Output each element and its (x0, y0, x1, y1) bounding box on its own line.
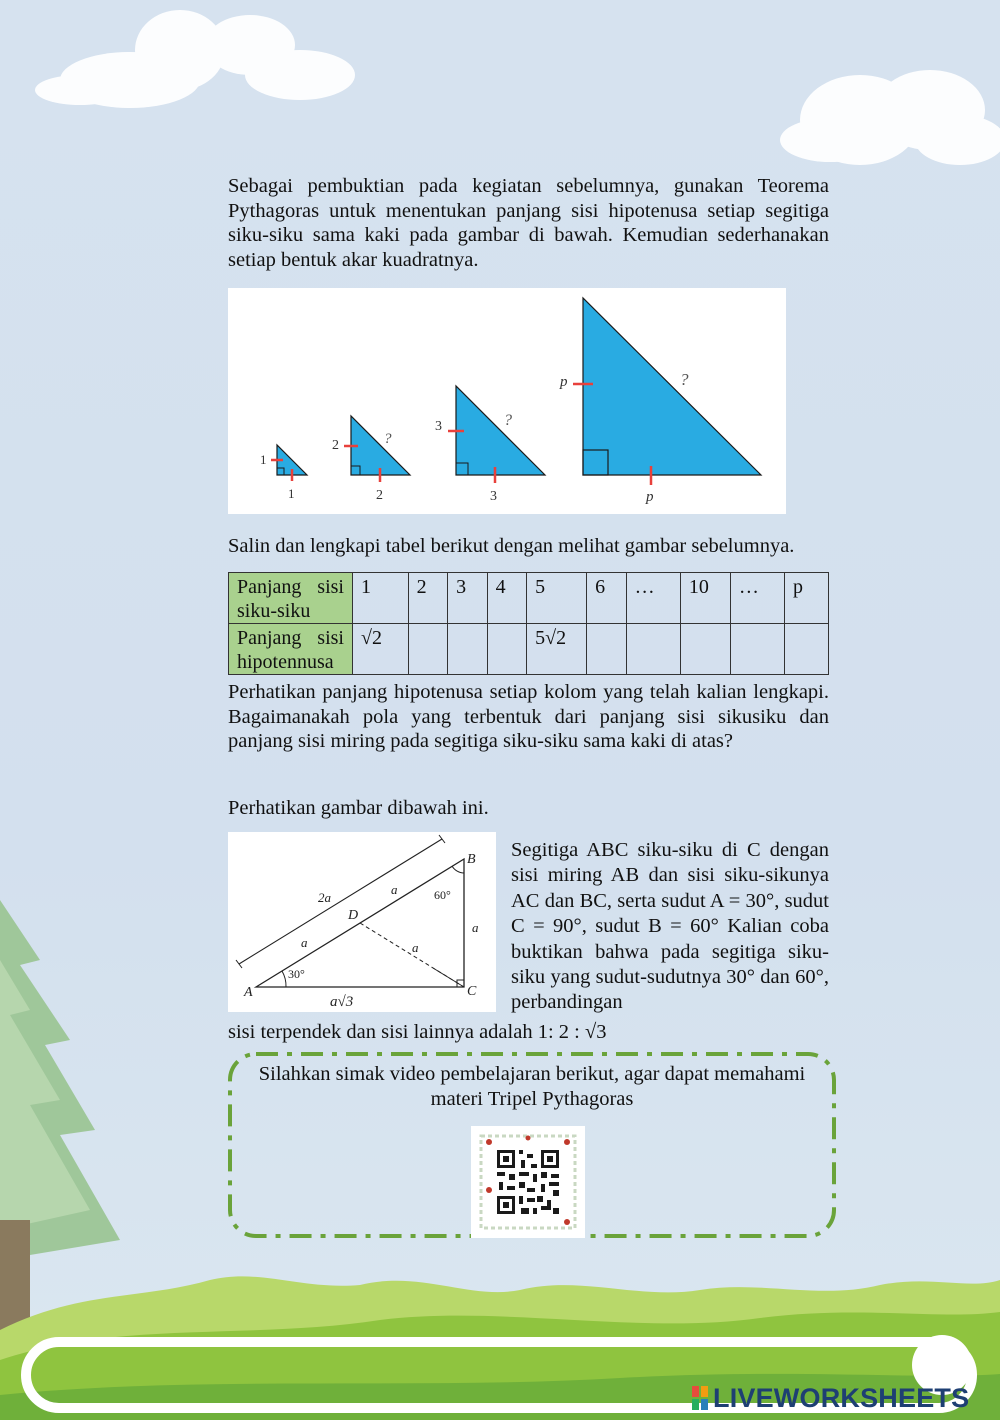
liveworksheets-icon (692, 1386, 709, 1410)
intro-paragraph: Sebagai pembuktian pada kegiatan sebelumnya, gunakan Teorema Pythagoras untuk menentukan panjang sisi hipotenusa setiap segitiga siku-siku sama kaki pada gambar di bawah. Kemudian sederhanakan setiap bentuk akar kuadratnya. (228, 175, 829, 271)
table-instruction: Salin dan lengkapi tabel berikut dengan melihat gambar sebelumnya. (228, 535, 795, 557)
vertex-b-label: B (467, 852, 476, 867)
table-cell: 6 (587, 573, 627, 624)
triangle-3-leg-bottom: 3 (490, 489, 497, 504)
cloud-left (35, 10, 355, 108)
table-cell[interactable]: √2 (353, 624, 409, 675)
figure-intro: Perhatikan gambar dibawah ini. (228, 797, 489, 819)
table-cell[interactable] (680, 624, 730, 675)
triangle-2 (332, 416, 410, 503)
side-a-label-upper: a (391, 882, 398, 897)
vertex-c-label: C (467, 984, 477, 999)
table-cell: 5 (527, 573, 587, 624)
base-label: a√3 (330, 994, 354, 1010)
triangle-description: Segitiga ABC siku-siku di C dengan sisi miring AB dan sisi siku-sikunya AC dan BC, serta sudut A = 30°, sudut C = 90°, sudut B = 60° Kalian coba buktikan bahwa pada segitiga siku-siku yang sudut-sudutnya 30° dan 60°, perbandingan (511, 839, 829, 1014)
triangle-p-leg-left: p (560, 374, 568, 390)
side-a-label-right: a (472, 920, 479, 935)
row-header-hypotenuse: Panjang sisi hipotennusa (229, 624, 353, 675)
isosceles-triangles-figure (228, 288, 786, 514)
table-cell[interactable] (587, 624, 627, 675)
table-cell: 10 (680, 573, 730, 624)
table-cell: … (730, 573, 784, 624)
triangle-2-leg-left: 2 (332, 438, 339, 453)
table-cell[interactable] (448, 624, 488, 675)
table-cell[interactable] (785, 624, 829, 675)
tree (0, 900, 120, 1340)
table-row (229, 624, 829, 675)
vertex-d-label: D (348, 908, 359, 923)
triangle-2-hypotenuse: ? (384, 431, 392, 447)
triangle-p-hypotenuse: ? (680, 370, 689, 389)
side-a-label-dashed: a (412, 940, 419, 955)
triangle-p (559, 298, 761, 505)
table-cell: 4 (487, 573, 527, 624)
table-row (229, 573, 829, 624)
pattern-question: Perhatikan panjang hipotenusa setiap kolom yang telah kalian lengkapi. Bagaimanakah pola yang terbentuk dari panjang sisi sikusiku dan panjang sisi miring pada segitiga siku-siku sama kaki di atas? (228, 681, 829, 753)
video-text-line-2: materi Tripel Pythagoras (430, 1087, 634, 1110)
table-cell[interactable] (487, 624, 527, 675)
video-box-text (230, 1062, 834, 1111)
table-cell[interactable] (626, 624, 680, 675)
qr-code[interactable] (471, 1126, 585, 1238)
table-cell: p (785, 573, 829, 624)
table-cell: … (626, 573, 680, 624)
triangle-p-leg-bottom: p (646, 489, 654, 505)
angle-30-label: 30° (288, 967, 305, 981)
vertex-a-label: A (244, 985, 253, 1000)
side-a-label-lower: a (301, 935, 308, 950)
table-cell[interactable] (730, 624, 784, 675)
table-cell[interactable]: 5√2 (527, 624, 587, 675)
triangle-3-hypotenuse: ? (504, 412, 512, 429)
table-cell: 1 (353, 573, 409, 624)
triangle-30-60-90-figure (228, 832, 496, 1012)
ratio-statement: sisi terpendek dan sisi lainnya adalah 1: 2 : √3 (228, 1021, 607, 1043)
table-cell[interactable] (408, 624, 448, 675)
cloud-right (780, 70, 1000, 165)
side-2a-label: 2a (318, 890, 331, 905)
triangle-3-leg-left: 3 (435, 419, 442, 434)
table-cell: 2 (408, 573, 448, 624)
row-header-legs: Panjang sisi siku-siku (229, 573, 353, 624)
table-cell: 3 (448, 573, 488, 624)
triangle-1-leg-left: 1 (260, 452, 267, 467)
liveworksheets-wordmark: LIVEWORKSHEETS (713, 1383, 970, 1413)
triangle-2-leg-bottom: 2 (376, 488, 383, 503)
triangle-1 (260, 445, 307, 501)
liveworksheets-logo (692, 1383, 969, 1414)
video-text-line-1: Silahkan simak video pembelajaran berikut, agar dapat memahami (258, 1063, 806, 1085)
triangle-1-leg-bottom: 1 (288, 486, 295, 501)
triangle-3 (435, 386, 545, 504)
side-length-table (228, 572, 829, 675)
angle-60-label: 60° (434, 888, 451, 902)
